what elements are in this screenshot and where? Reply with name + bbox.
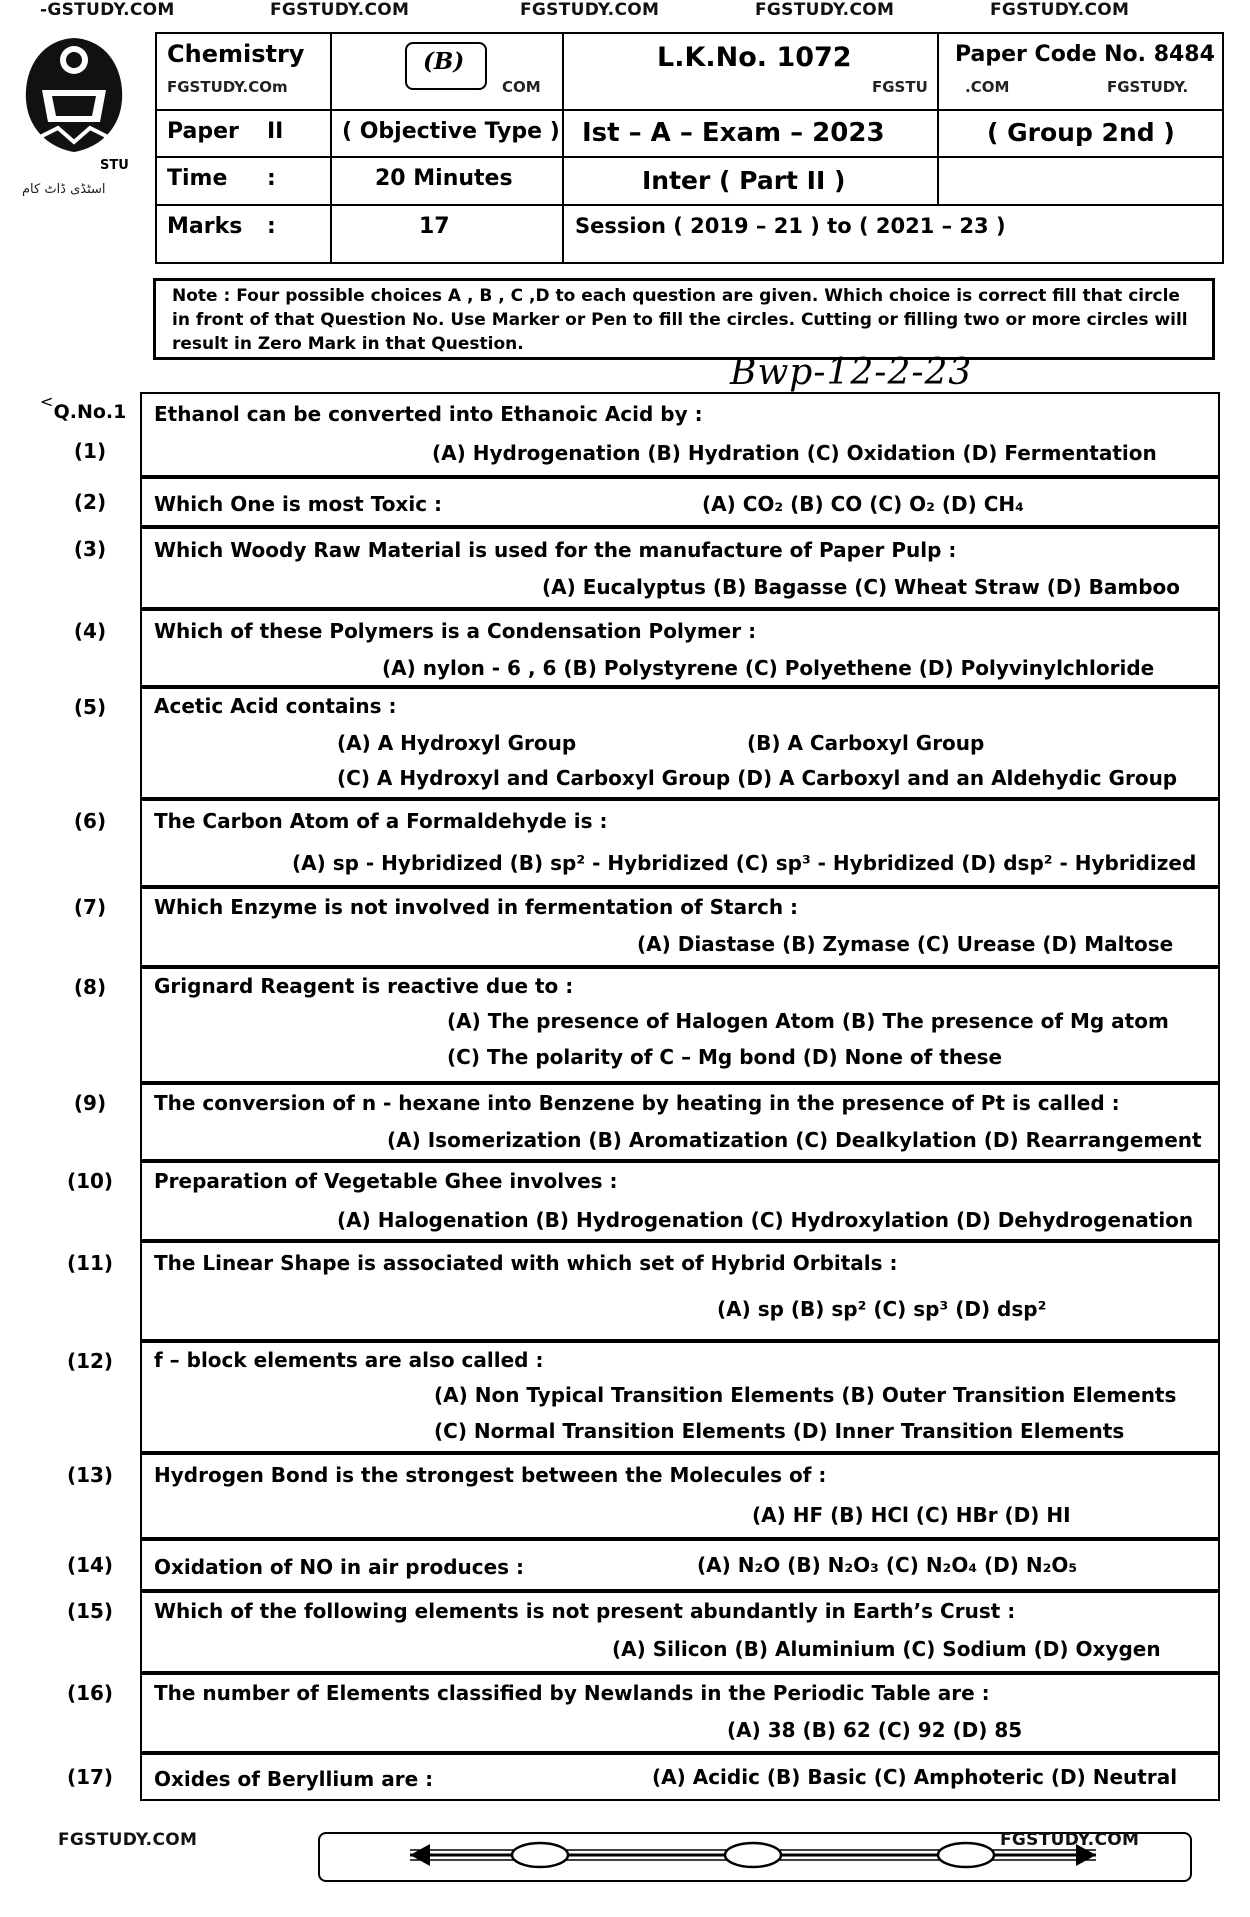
question-options: (A) Hydrogenation (B) Hydration (C) Oxidation (D) Fermentation: [432, 441, 1157, 465]
question-options: (A) 38 (B) 62 (C) 92 (D) 85: [727, 1718, 1023, 1742]
question-row: [40, 1083, 1220, 1161]
paper-label: Paper: [167, 119, 239, 144]
group-label: ( Group 2nd ): [987, 118, 1175, 147]
question-number: (15): [66, 1599, 114, 1623]
question-text: Oxidation of NO in air produces :: [154, 1555, 525, 1579]
question-number: (6): [73, 809, 107, 833]
watermark-stu: STU: [100, 158, 129, 173]
question-text: Preparation of Vegetable Ghee involves :: [154, 1169, 618, 1193]
question-row: [40, 1591, 1220, 1673]
question-text: Grignard Reagent is reactive due to :: [154, 974, 574, 998]
question-box: [140, 477, 1220, 527]
question-text: The Carbon Atom of a Formaldehyde is :: [154, 809, 608, 833]
paper-type: ( Objective Type ): [342, 119, 560, 144]
question-number: (1): [73, 439, 107, 463]
question-options-ab: (A) Non Typical Transition Elements (B) Outer Transition Elements: [434, 1383, 1177, 1407]
question-text: Which of the following elements is not present abundantly in Earth’s Crust :: [154, 1599, 1016, 1623]
question-options: (A) N₂O (B) N₂O₃ (C) N₂O₄ (D) N₂O₅: [697, 1553, 1078, 1577]
question-number: (13): [66, 1463, 114, 1487]
question-number: (7): [73, 895, 107, 919]
question-box: [140, 392, 1220, 477]
marks-colon: :: [267, 214, 276, 239]
watermark-top-1: -GSTUDY.COM: [40, 0, 175, 20]
qno-label: Q.No.1: [53, 401, 127, 423]
watermark-top-4: FGSTUDY.COM: [755, 0, 895, 20]
question-box: [140, 1539, 1220, 1591]
subject-title: Chemistry: [167, 40, 305, 68]
marks-value: 17: [419, 214, 450, 239]
session-label: Session ( 2019 – 21 ) to ( 2021 – 23 ): [575, 214, 1006, 238]
question-text: Which Enzyme is not involved in fermentation of Starch :: [154, 895, 799, 919]
question-text: Acetic Acid contains :: [154, 694, 397, 718]
question-text: The conversion of n - hexane into Benzene by heating in the presence of Pt is called :: [154, 1091, 1120, 1115]
question-text: Ethanol can be converted into Ethanoic Acid by :: [154, 402, 703, 426]
watermark-top-5: FGSTUDY.COM: [990, 0, 1130, 20]
question-number: (11): [66, 1251, 114, 1275]
question-number: (3): [73, 537, 107, 561]
question-row: [40, 1241, 1220, 1341]
watermark-header-right3: FGSTUDY.: [1107, 78, 1189, 96]
question-options-ab: (A) The presence of Halogen Atom (B) The presence of Mg atom: [447, 1009, 1169, 1033]
question-number: (5): [73, 695, 107, 719]
question-row: [40, 1539, 1220, 1591]
question-box: [140, 527, 1220, 609]
question-row: [40, 799, 1220, 887]
question-number: (12): [66, 1349, 114, 1373]
question-row: [40, 527, 1220, 609]
watermark-header-mid: COM: [502, 78, 541, 96]
time-label: Time: [167, 166, 228, 191]
marks-label: Marks: [167, 214, 243, 239]
question-box: [140, 1753, 1220, 1801]
question-number: (17): [66, 1765, 114, 1789]
question-row: [40, 1453, 1220, 1539]
question-number: (4): [73, 619, 107, 643]
question-options: (A) CO₂ (B) CO (C) O₂ (D) CH₄: [702, 492, 1024, 516]
question-row: [40, 1161, 1220, 1241]
question-options: (A) Halogenation (B) Hydrogenation (C) Hydroxylation (D) Dehydrogenation: [337, 1208, 1194, 1232]
header-table: [155, 32, 1224, 264]
question-box: [140, 1673, 1220, 1753]
question-options: (A) Acidic (B) Basic (C) Amphoteric (D) Neutral: [652, 1765, 1178, 1789]
question-number: (14): [66, 1553, 114, 1577]
question-text: The number of Elements classified by Newlands in the Periodic Table are :: [154, 1681, 990, 1705]
question-box: [140, 609, 1220, 687]
lk-number: L.K.No. 1072: [657, 42, 852, 73]
handwritten-annotation: Bwp-12-2-23: [730, 352, 973, 393]
question-number: (8): [73, 975, 107, 999]
time-value: 20 Minutes: [375, 166, 513, 191]
watermark-header-right2: .COM: [965, 78, 1010, 96]
question-text: Which of these Polymers is a Condensation Polymer :: [154, 619, 757, 643]
question-row: [40, 887, 1220, 967]
question-box: [140, 1591, 1220, 1673]
question-options-cd: (C) The polarity of C – Mg bond (D) None of these: [447, 1045, 1003, 1069]
question-row: [40, 1341, 1220, 1453]
question-row: [40, 392, 1220, 477]
question-options: (A) Silicon (B) Aluminium (C) Sodium (D) Oxygen: [612, 1637, 1161, 1661]
question-text: f – block elements are also called :: [154, 1348, 544, 1372]
question-box: [140, 1241, 1220, 1341]
exam-title: Ist – A – Exam – 2023: [582, 118, 885, 148]
question-text: Oxides of Beryllium are :: [154, 1767, 434, 1791]
question-options: (A) HF (B) HCl (C) HBr (D) HI: [752, 1503, 1071, 1527]
question-options-cd: (C) Normal Transition Elements (D) Inner Transition Elements: [434, 1419, 1125, 1443]
question-number: (2): [73, 490, 107, 514]
question-row: [40, 967, 1220, 1083]
question-option-a: (A) A Hydroxyl Group: [337, 731, 577, 755]
watermark-header-right1: FGSTU: [872, 78, 928, 96]
question-options-cd: (C) A Hydroxyl and Carboxyl Group (D) A Carboxyl and an Aldehydic Group: [337, 766, 1178, 790]
question-text: The Linear Shape is associated with which set of Hybrid Orbitals :: [154, 1251, 898, 1275]
question-number: (16): [66, 1681, 114, 1705]
question-options: (A) sp - Hybridized (B) sp² - Hybridized (C) sp³ - Hybridized (D) dsp² - Hybridized: [292, 851, 1197, 875]
question-row: [40, 1753, 1220, 1801]
question-number: (10): [66, 1169, 114, 1193]
question-row: [40, 477, 1220, 527]
time-colon: :: [267, 166, 276, 191]
question-box: [140, 687, 1220, 799]
question-box: [140, 1341, 1220, 1453]
question-box: [140, 1453, 1220, 1539]
paper-value: II: [267, 119, 284, 144]
question-box: [140, 967, 1220, 1083]
question-box: [140, 887, 1220, 967]
question-options: (A) nylon - 6 , 6 (B) Polystyrene (C) Polyethene (D) Polyvinylchloride: [382, 656, 1155, 680]
question-row: [40, 1673, 1220, 1753]
question-text: Which Woody Raw Material is used for the manufacture of Paper Pulp :: [154, 538, 957, 562]
question-option-b: (B) A Carboxyl Group: [747, 731, 985, 755]
question-text: Which One is most Toxic :: [154, 492, 443, 516]
question-box: [140, 1161, 1220, 1241]
question-row: [40, 609, 1220, 687]
question-options: (A) Diastase (B) Zymase (C) Urease (D) Maltose: [637, 932, 1174, 956]
question-options: (A) sp (B) sp² (C) sp³ (D) dsp²: [717, 1297, 1047, 1321]
watermark-top-2: FGSTUDY.COM: [270, 0, 410, 20]
question-box: [140, 799, 1220, 887]
questions-section: Q.No.1 (1) Ethanol can be converted into Ethanoic Acid by : (A) Hydrogenation (B) Hydration (C) Oxidation (D) Fermentation (2) Which One is most Toxic : (A) CO₂ (B) CO (C) O₂ (D) CH₄ (3) Which Woody Raw Material is used for the manufacture of Paper Pulp : (A) Eucalyptus (B) Bagasse (C) Wheat Straw (D) Bamboo (4) Which of these Polymers is a Condensation Polymer : (A) nylon - 6 , 6 (B) Polystyrene (C) Polyethene (D) Polyvinylchloride (5) Acetic Acid contains : (A) A Hydroxyl Group (B) A Carboxyl Group (C) A Hydroxyl and Carboxyl Group (D) A Carboxyl and an Aldehydic Group (6) The Carbon Atom of a Formaldehyde is : (A) sp - Hybridized (B) sp² - Hybridized (C) sp³ - Hybridized (D) dsp² - Hybridized (7) Which Enzyme is not involved in fermentation of Starch : (A) Diastase (B) Zymase (C) Urease (D) Maltose (8) Grignard Reagent is reactive due to : (A) The presence of Halogen Atom (B) The presence of Mg atom (C) The polarity of C – Mg bond (D) None of these (9) The conversion of n - hexane into Benzene by heating in the presence of Pt is called : (A) Isomerization (B) Aromatization (C) Dealkylation (D) Rearrangement (10) Preparation of Vegetable Ghee involves : (A) Halogenation (B) Hydrogenation (C) Hydroxylation (D) Dehydrogenation (11) The Linear Shape is associated with which set of Hybrid Orbitals : (A) sp (B) sp² (C) sp³ (D) dsp² (12) f – block elements are also called : (A) Non Typical Transition Elements (B) Outer Transition Elements (C) Normal Transition Elements (D) Inner Transition Elements (13) Hydrogen Bond is the strongest between the Molecules of : (A) HF (B) HCl (C) HBr (D) HI < (14) Oxidation of NO in air produces : (A) N₂O (B) N₂O₃ (C) N₂O₄ (D) N₂O₅ (15) Which of the following elements is not present abundantly in Earth’s Crust : (A) Silicon (B) Aluminium (C) Sodium (D) Oxygen (16) The number of Elements classified by Newlands in the Periodic Table are : (A) 38 (B) 62 (C) 92 (D) 85 (17) Oxides of Beryllium are : (A) Acidic (B) Basic (C) Amphoteric (D) Neutral: [40, 392, 1220, 1802]
question-box: [140, 1083, 1220, 1161]
watermark-footer-left: FGSTUDY.COM: [58, 1830, 198, 1850]
question-row: [40, 687, 1220, 799]
paper-code: Paper Code No. 8484: [955, 42, 1215, 67]
instructions-note: Note : Four possible choices A , B , C ,D to each question are given. Which choice is correct fill that circle in front of that Question No. Use Marker or Pen to fill the circles. Cutting or filling two or more circles will result in Zero Mark in that Question.: [153, 278, 1215, 360]
watermark-top-3: FGSTUDY.COM: [520, 0, 660, 20]
board-logo-icon: [18, 30, 130, 158]
question-options: (A) Eucalyptus (B) Bagasse (C) Wheat Straw (D) Bamboo: [542, 575, 1181, 599]
question-options: (A) Isomerization (B) Aromatization (C) Dealkylation (D) Rearrangement: [387, 1128, 1202, 1152]
paper-version: (B): [423, 48, 465, 75]
level-label: Inter ( Part II ): [642, 166, 846, 195]
watermark-footer-right: FGSTUDY.COM: [1000, 1830, 1140, 1850]
question-number: (9): [73, 1091, 107, 1115]
watermark-header-left: FGSTUDY.COm: [167, 78, 288, 96]
urdu-watermark: اسٹڈی ڈاٹ کام: [22, 182, 106, 197]
question-text: Hydrogen Bond is the strongest between the Molecules of :: [154, 1463, 827, 1487]
